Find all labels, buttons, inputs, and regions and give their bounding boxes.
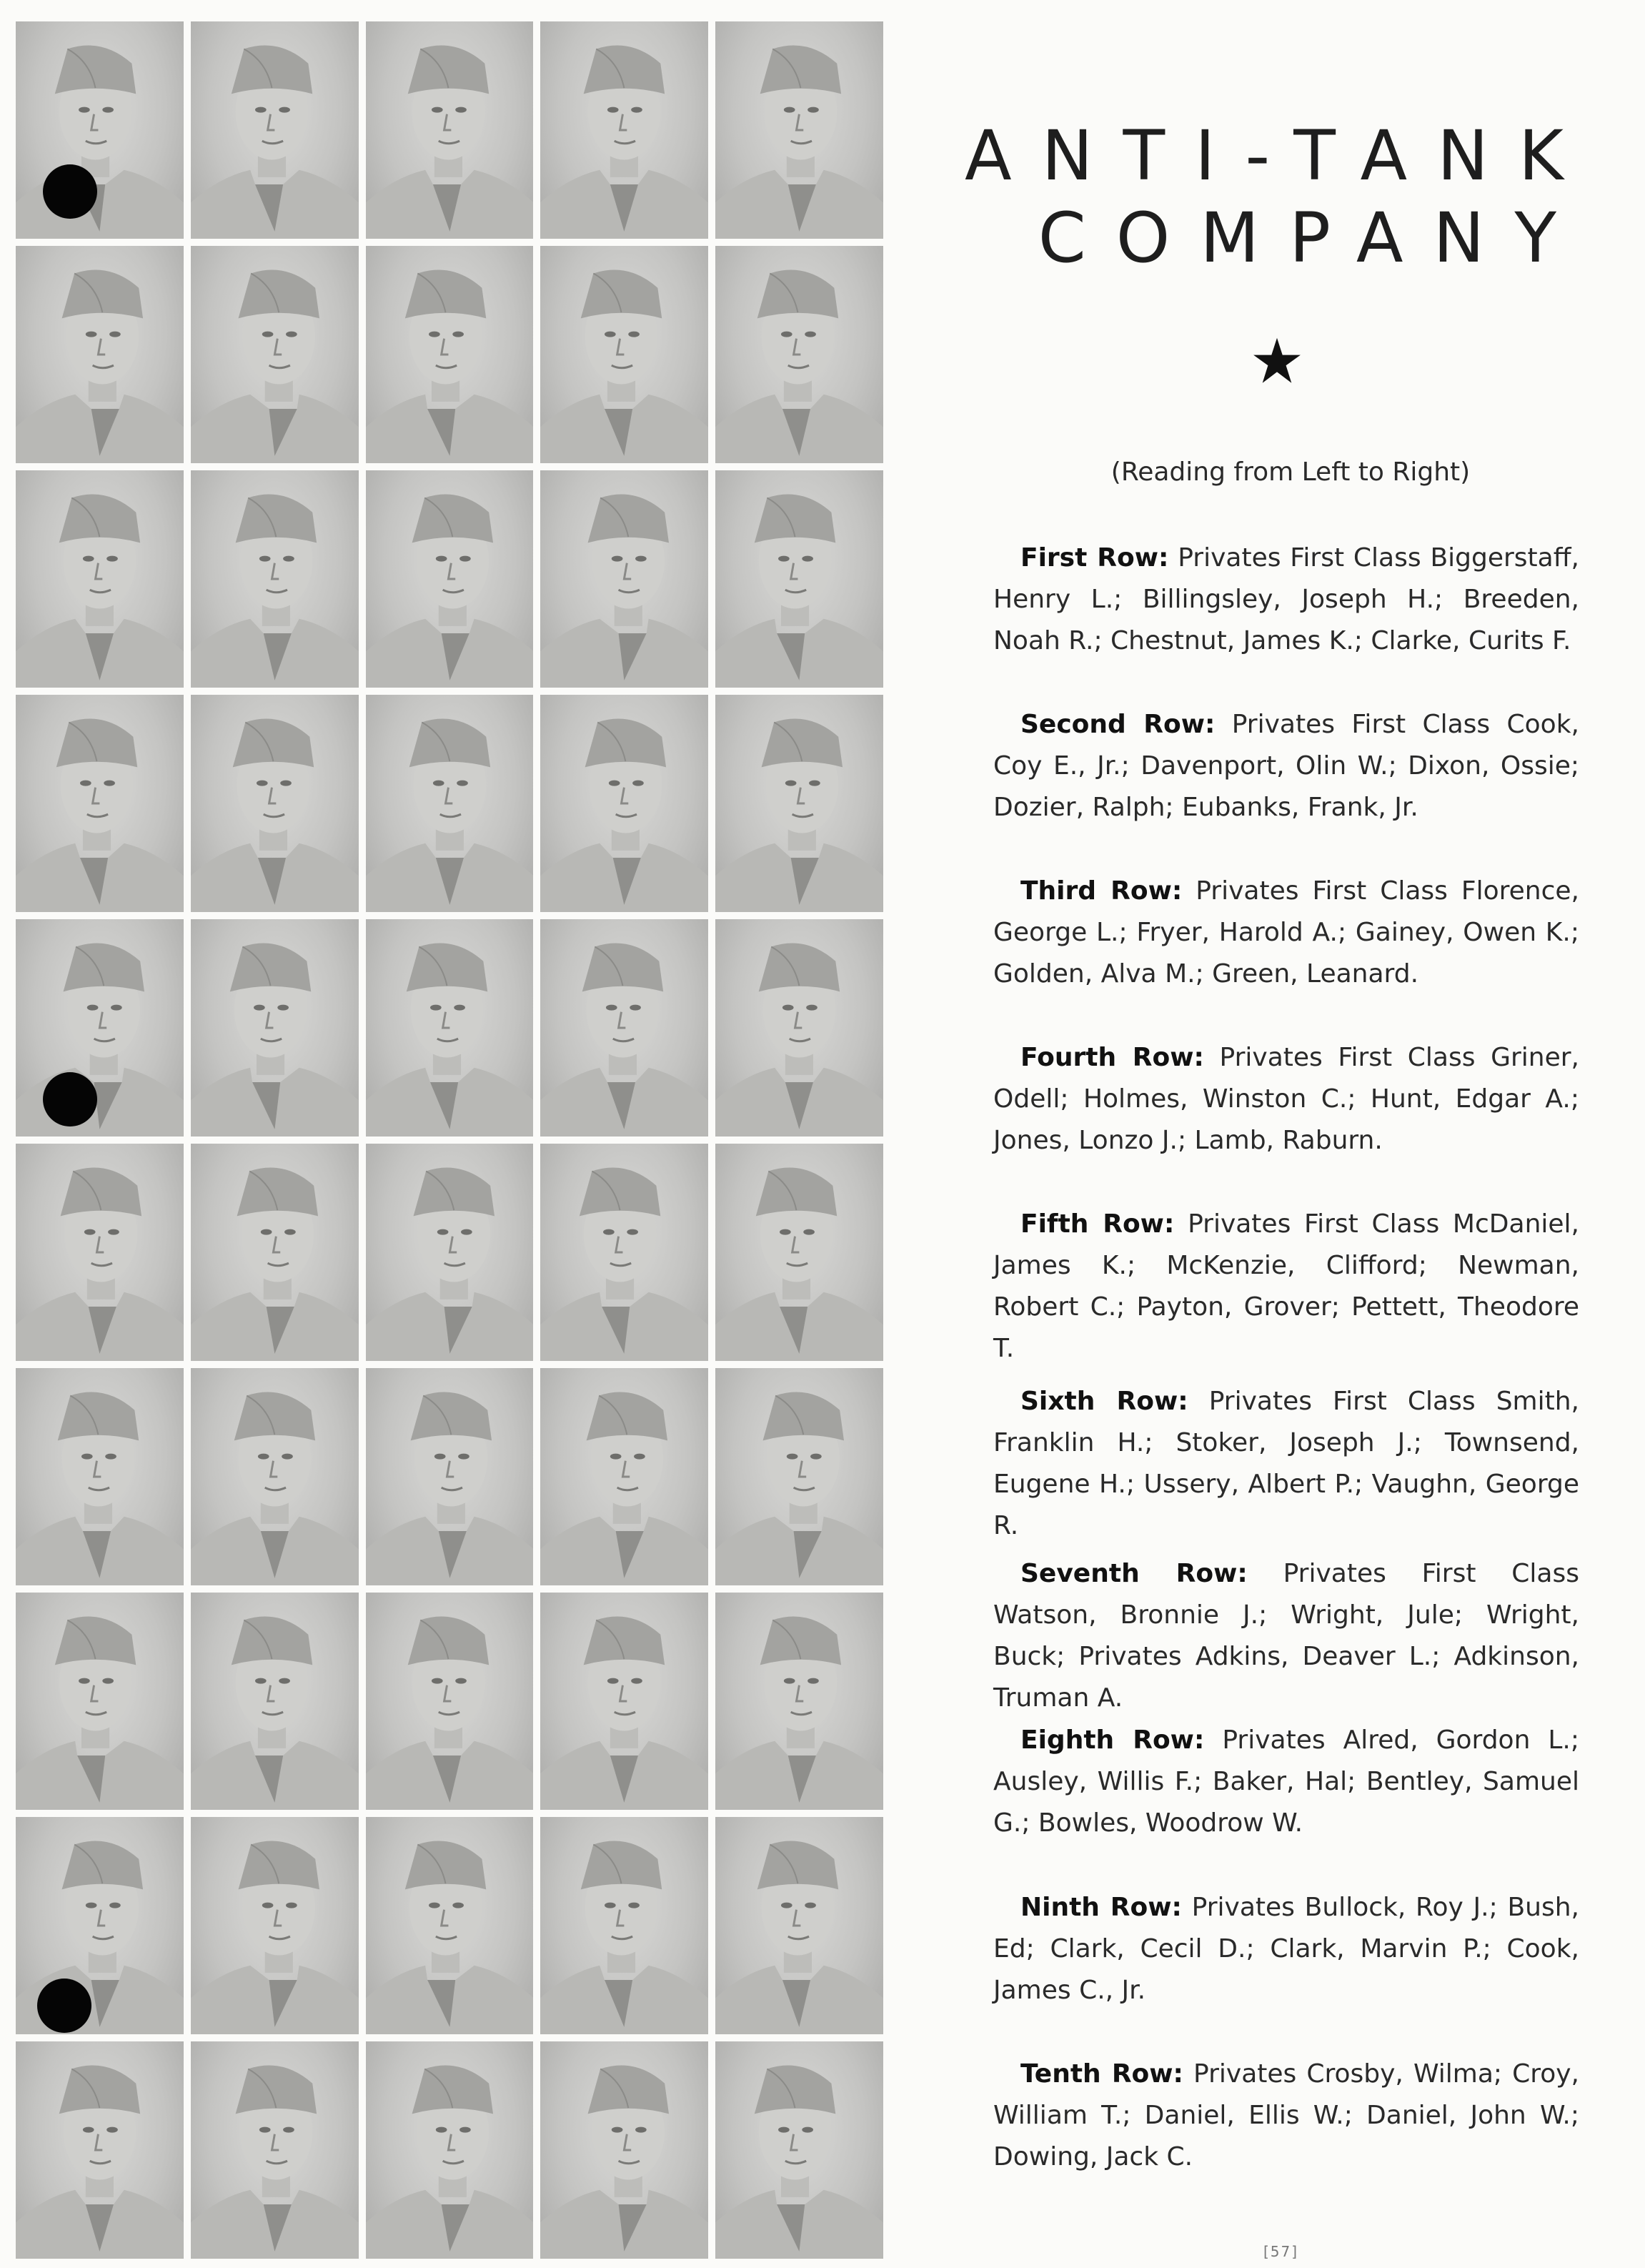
soldier-portrait: [715, 21, 883, 239]
soldier-portrait: [715, 919, 883, 1137]
portrait-icon: [191, 21, 359, 239]
portrait-icon: [191, 246, 359, 463]
portrait-icon: [16, 919, 184, 1137]
soldier-portrait: [191, 1144, 359, 1361]
soldier-portrait: [366, 695, 534, 912]
portrait-icon: [540, 695, 708, 912]
portrait-icon: [16, 21, 184, 239]
row-caption-2: [993, 704, 1579, 828]
portrait-icon: [715, 695, 883, 912]
row-names: Privates First Class Smith, Franklin H.; Stoker, Joseph J.; Townsend, Eugene H.; Ussery, Albert P.; Vaughn, George R.: [993, 1387, 1579, 1540]
soldier-portrait: [191, 1593, 359, 1810]
row-label: Sixth Row:: [1020, 1387, 1188, 1416]
row-label: First Row:: [1020, 543, 1169, 573]
portrait-icon: [191, 695, 359, 912]
soldier-portrait: [366, 1817, 534, 2034]
soldier-portrait: [715, 246, 883, 463]
portrait-icon: [366, 919, 534, 1137]
row-names: Privates First Class Griner, Odell; Holmes, Winston C.; Hunt, Edgar A.; Jones, Lonzo J.; Lamb, Raburn.: [993, 1043, 1579, 1155]
row-label: Seventh Row:: [1020, 1559, 1248, 1588]
soldier-portrait: [540, 1368, 708, 1585]
soldier-portrait: [16, 246, 184, 463]
punch-hole: [43, 164, 97, 219]
portrait-icon: [191, 2041, 359, 2259]
soldier-portrait: [540, 1144, 708, 1361]
row-caption-6: [993, 1381, 1579, 1547]
portrait-icon: [366, 1593, 534, 1810]
portrait-icon: [16, 1593, 184, 1810]
soldier-portrait: [191, 470, 359, 688]
portrait-icon: [191, 1144, 359, 1361]
row-label: Third Row:: [1020, 876, 1183, 906]
portrait-icon: [715, 1817, 883, 2034]
row-names: Privates First Class McDaniel, James K.; McKenzie, Clifford; Newman, Robert C.; Payton, Grover; Pettett, Theodore T.: [993, 1209, 1579, 1363]
portrait-icon: [16, 1368, 184, 1585]
soldier-portrait: [191, 919, 359, 1137]
row-caption-5: [993, 1204, 1579, 1370]
portrait-icon: [16, 1144, 184, 1361]
soldier-portrait: [540, 919, 708, 1137]
soldier-portrait: [366, 470, 534, 688]
portrait-icon: [715, 246, 883, 463]
soldier-portrait: [715, 1368, 883, 1585]
row-label: Fifth Row:: [1020, 1209, 1175, 1239]
soldier-portrait: [540, 1817, 708, 2034]
row-names: Privates Alred, Gordon L.; Ausley, Willis F.; Baker, Hal; Bentley, Samuel G.; Bowles, Woodrow W.: [993, 1725, 1580, 1838]
portrait-icon: [540, 919, 708, 1137]
soldier-portrait: [16, 2041, 184, 2259]
portrait-icon: [540, 470, 708, 688]
portrait-icon: [366, 1368, 534, 1585]
soldier-portrait: [715, 1144, 883, 1361]
portrait-icon: [715, 919, 883, 1137]
row-label: Eighth Row:: [1020, 1725, 1205, 1755]
portrait-icon: [540, 21, 708, 239]
portrait-icon: [366, 2041, 534, 2259]
soldier-portrait: [715, 1593, 883, 1810]
portrait-icon: [715, 21, 883, 239]
row-caption-1: [993, 538, 1579, 662]
portrait-icon: [540, 246, 708, 463]
soldier-portrait: [540, 2041, 708, 2259]
row-caption-9: [993, 1887, 1579, 2011]
portrait-icon: [366, 1144, 534, 1361]
soldier-portrait: [540, 246, 708, 463]
portrait-icon: [16, 246, 184, 463]
soldier-portrait: [191, 1817, 359, 2034]
soldier-portrait: [715, 1817, 883, 2034]
soldier-portrait: [366, 1593, 534, 1810]
portrait-icon: [366, 695, 534, 912]
portrait-icon: [366, 246, 534, 463]
soldier-portrait: [191, 1368, 359, 1585]
soldier-portrait: [191, 2041, 359, 2259]
row-names: Privates Crosby, Wilma; Croy, William T.; Daniel, Ellis W.; Daniel, John W.; Dowing, Jack C.: [993, 2059, 1579, 2172]
portrait-icon: [715, 1593, 883, 1810]
portrait-grid: [16, 21, 883, 2259]
row-names: Privates First Class Biggerstaff, Henry L.; Billingsley, Joseph H.; Breeden, Noah R.; Chestnut, James K.; Clarke, Curits F.: [993, 543, 1579, 655]
soldier-portrait: [366, 246, 534, 463]
page-title-line-1: ANTI-TANK: [965, 116, 1594, 196]
soldier-portrait: [191, 695, 359, 912]
soldier-portrait: [191, 246, 359, 463]
soldier-portrait: [366, 1144, 534, 1361]
soldier-portrait: [16, 919, 184, 1137]
punch-hole: [37, 1979, 91, 2033]
soldier-portrait: [16, 695, 184, 912]
portrait-icon: [540, 1144, 708, 1361]
portrait-icon: [540, 1817, 708, 2034]
portrait-icon: [366, 1817, 534, 2034]
soldier-portrait: [191, 21, 359, 239]
portrait-icon: [191, 1817, 359, 2034]
portrait-icon: [540, 1593, 708, 1810]
portrait-icon: [16, 470, 184, 688]
soldier-portrait: [366, 919, 534, 1137]
soldier-portrait: [715, 2041, 883, 2259]
portrait-icon: [715, 2041, 883, 2259]
row-names: Privates Bullock, Roy J.; Bush, Ed; Clark, Cecil D.; Clark, Marvin P.; Cook, James C., Jr.: [993, 1893, 1580, 2005]
star-icon: [1252, 336, 1302, 386]
punch-hole: [43, 1072, 97, 1126]
portrait-icon: [715, 470, 883, 688]
portrait-icon: [191, 1593, 359, 1810]
row-caption-7: [993, 1553, 1579, 1719]
row-caption-4: [993, 1037, 1579, 1162]
soldier-portrait: [540, 470, 708, 688]
portrait-icon: [191, 470, 359, 688]
page-number: [57]: [1263, 2243, 1299, 2260]
row-caption-8: [993, 1720, 1579, 1844]
soldier-portrait: [540, 695, 708, 912]
row-label: Fourth Row:: [1020, 1043, 1204, 1072]
soldier-portrait: [366, 1368, 534, 1585]
row-label: Second Row:: [1020, 710, 1216, 739]
soldier-portrait: [366, 2041, 534, 2259]
soldier-portrait: [715, 470, 883, 688]
soldier-portrait: [366, 21, 534, 239]
reading-note: (Reading from Left to Right): [1110, 457, 1471, 487]
soldier-portrait: [16, 1144, 184, 1361]
soldier-portrait: [540, 1593, 708, 1810]
soldier-portrait: [16, 1368, 184, 1585]
portrait-icon: [540, 1368, 708, 1585]
row-caption-10: [993, 2054, 1579, 2178]
soldier-portrait: [16, 1593, 184, 1810]
portrait-icon: [715, 1144, 883, 1361]
row-caption-3: [993, 871, 1579, 995]
portrait-icon: [540, 2041, 708, 2259]
soldier-portrait: [16, 470, 184, 688]
row-names: Privates First Class Cook, Coy E., Jr.; Davenport, Olin W.; Dixon, Ossie; Dozier, Ralph; Eubanks, Frank, Jr.: [993, 710, 1579, 822]
soldier-portrait: [16, 21, 184, 239]
row-names: Privates First Class Florence, George L.; Fryer, Harold A.; Gainey, Owen K.; Golden, Alva M.; Green, Leanard.: [993, 876, 1579, 989]
soldier-portrait: [715, 695, 883, 912]
portrait-icon: [16, 695, 184, 912]
row-label: Tenth Row:: [1020, 2059, 1183, 2089]
soldier-portrait: [540, 21, 708, 239]
portrait-icon: [191, 919, 359, 1137]
portrait-icon: [16, 2041, 184, 2259]
page-title-line-2: COMPANY: [1038, 198, 1586, 278]
portrait-icon: [715, 1368, 883, 1585]
portrait-icon: [366, 470, 534, 688]
row-names: Privates First Class Watson, Bronnie J.; Wright, Jule; Wright, Buck; Privates Adkins, Deaver L.; Adkinson, Truman A.: [993, 1559, 1579, 1713]
row-label: Ninth Row:: [1020, 1893, 1182, 1922]
portrait-icon: [191, 1368, 359, 1585]
portrait-icon: [366, 21, 534, 239]
